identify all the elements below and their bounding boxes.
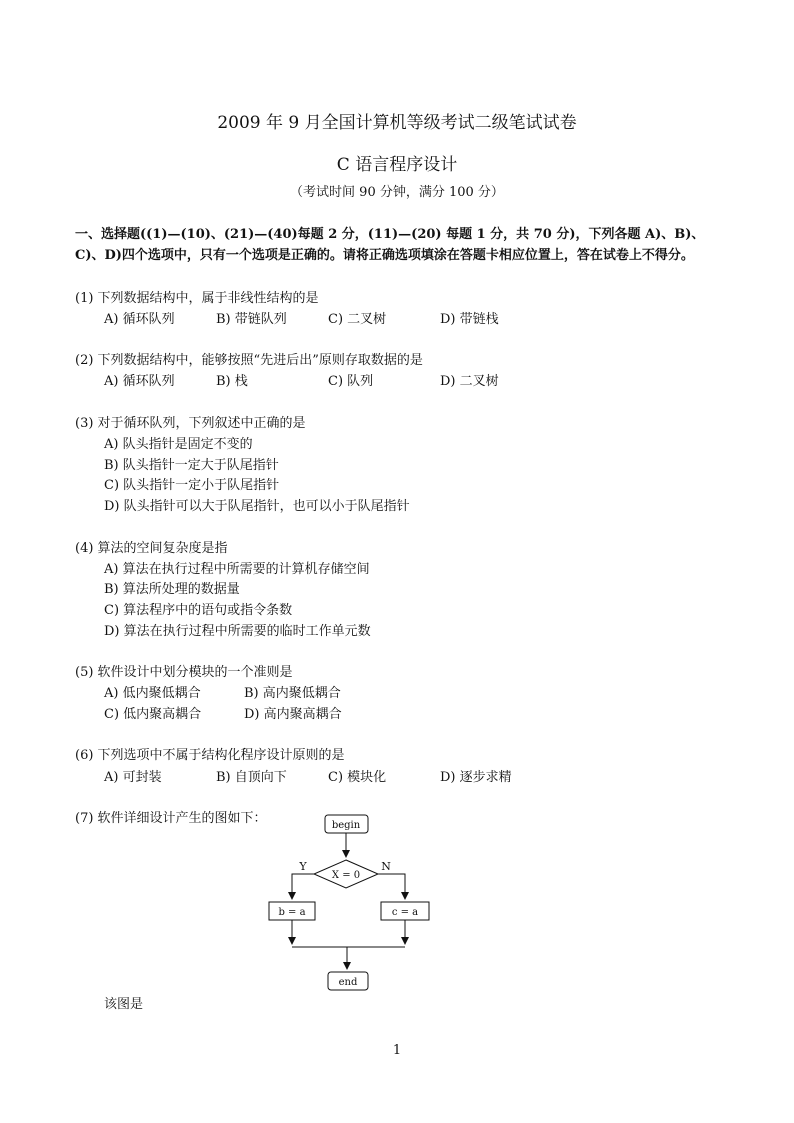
- flowchart-yes-label: Y: [299, 860, 307, 873]
- page-title: 2009 年 9 月全国计算机等级考试二级笔试试卷: [217, 113, 577, 133]
- flowchart-begin-label: begin: [331, 820, 361, 831]
- question-6-option-c: C) 模块化: [328, 770, 387, 785]
- question-4-option-c: C) 算法程序中的语句或指令条数: [104, 603, 293, 618]
- flowchart-condition-label: X = 0: [331, 870, 361, 881]
- flowchart-right-box-label: c = a: [391, 907, 419, 918]
- exam-note: （考试时间 90 分钟，满分 100 分）: [290, 185, 504, 200]
- question-4-stem: (4) 算法的空间复杂度是指: [75, 541, 228, 556]
- page-number: 1: [392, 1043, 402, 1058]
- question-5-option-b: B) 高内聚低耦合: [244, 686, 341, 701]
- question-6-option-d: D) 逐步求精: [440, 770, 512, 785]
- question-3-stem: (3) 对于循环队列，下列叙述中正确的是: [75, 416, 306, 431]
- question-2-stem: (2) 下列数据结构中，能够按照“先进后出”原则存取数据的是: [75, 353, 423, 368]
- question-7-stem: (7) 软件详细设计产生的图如下：: [75, 811, 267, 826]
- question-3-option-c: C) 队头指针一定小于队尾指针: [104, 478, 280, 493]
- question-4-option-b: B) 算法所处理的数据量: [104, 582, 240, 597]
- question-6-option-b: B) 自顶向下: [216, 770, 287, 785]
- flowchart-arrow-yes: [292, 874, 314, 899]
- flowchart-end-label: end: [338, 977, 358, 988]
- question-1-option-c: C) 二叉树: [328, 312, 387, 327]
- question-4-option-d: D) 算法在执行过程中所需要的临时工作单元数: [104, 624, 371, 639]
- question-2-option-b: B) 栈: [216, 374, 248, 389]
- question-2-option-c: C) 队列: [328, 374, 374, 389]
- flowchart-no-label: N: [381, 860, 391, 873]
- question-1-option-a: A) 循环队列: [104, 312, 175, 327]
- question-3-option-b: B) 队头指针一定大于队尾指针: [104, 458, 279, 473]
- question-2-option-a: A) 循环队列: [104, 374, 175, 389]
- flowchart-arrow-no: [378, 874, 405, 899]
- flowchart-left-box-label: b = a: [278, 907, 306, 918]
- question-1-option-d: D) 带链栈: [440, 312, 499, 327]
- question-4-option-a: A) 算法在执行过程中所需要的计算机存储空间: [104, 562, 370, 577]
- question-2-option-d: D) 二叉树: [440, 374, 499, 389]
- question-3-option-d: D) 队头指针可以大于队尾指针，也可以小于队尾指针: [104, 499, 410, 514]
- question-1-option-b: B) 带链队列: [216, 312, 287, 327]
- question-5-option-c: C) 低内聚高耦合: [104, 707, 202, 722]
- section-instructions: 一、选择题((1)—(10)、(21)—(40)每题 2 分，(11)—(20) 每题 1 分，共 70 分)，下列各题 A)、B)、C)、D)四个选项中，只有一个选项是正确的。请将正确选项填涂在答题卡相应位置上，答在试卷上不得分。: [75, 227, 705, 263]
- page-subtitle: C 语言程序设计: [336, 155, 458, 175]
- question-3-option-a: A) 队头指针是固定不变的: [104, 437, 253, 452]
- question-1-stem: (1) 下列数据结构中，属于非线性结构的是: [75, 291, 319, 306]
- question-6-option-a: A) 可封装: [104, 770, 162, 785]
- question-7-followup: 该图是: [104, 997, 144, 1012]
- question-6-stem: (6) 下列选项中不属于结构化程序设计原则的是: [75, 748, 345, 763]
- question-5-option-d: D) 高内聚高耦合: [244, 707, 342, 722]
- question-5-stem: (5) 软件设计中划分模块的一个准则是: [75, 665, 293, 680]
- question-5-option-a: A) 低内聚低耦合: [104, 686, 201, 701]
